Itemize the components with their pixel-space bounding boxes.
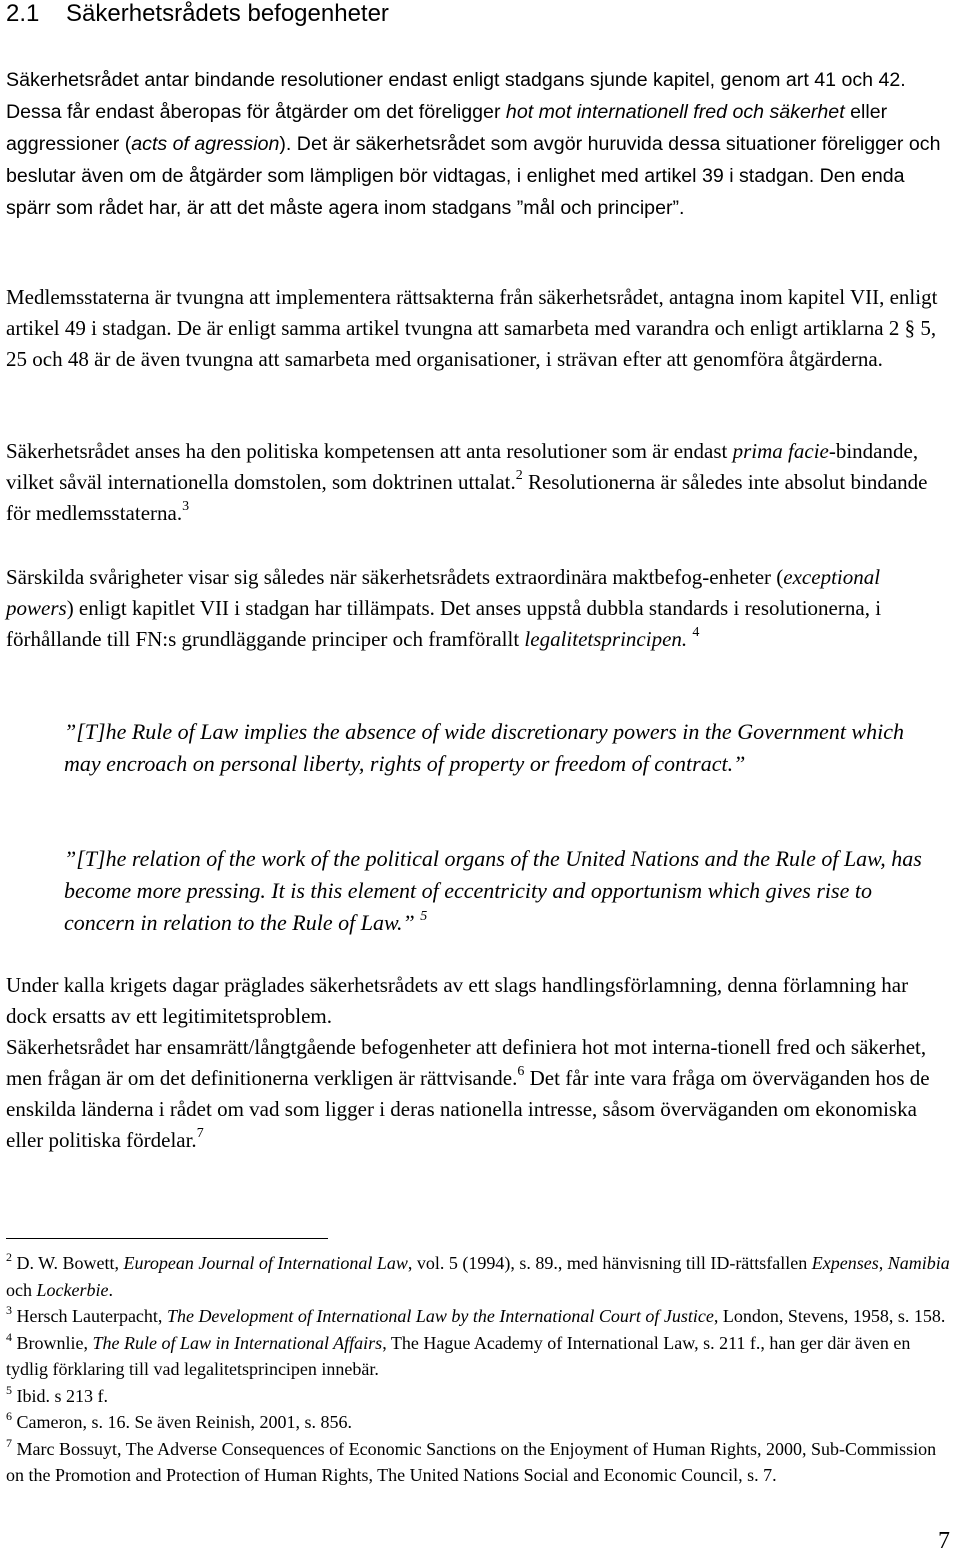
paragraph-1 — [6, 64, 952, 224]
block-quote-1: ”[T]he Rule of Law implies the absence of wide discretionary powers in the Government which may encroach on personal liberty, rights of property or freedom of contract.” — [64, 719, 904, 776]
paragraph-4: Särskilda svårigheter visar sig således när säkerhetsrådets extraordinära maktbefog-enheter (exceptional powers) enligt kapitlet VII i stadgan har tillämpats. Det anses uppstå dubbla standards i resolutionerna, i förhållande till FN:s grundläggande principer och framförallt legalitetsprincipen. $^4$ — [6, 565, 882, 651]
footnote-separator — [6, 1238, 328, 1239]
block-quote-2: ”[T]he relation of the work of the political organs of the United Nations and the Rule of Law, has become more pressing. It is this element of eccentricity and opportunism which gives rise to concern in relation to the Rule of Law.” $^5$ — [64, 846, 922, 935]
footnote-6: $^6$ Cameron, s. 16. Se även Reinish, 2001, s. 856. — [6, 1409, 352, 1432]
paragraph-5: Under kalla krigets dagar präglades säkerhetsrådets av ett slags handlingsförlamning, denna förlamning har dock ersatts av ett legitimitetsproblem. Säkerhetsrådet har ensamrätt/långtgående befogenheter att definiera hot mot interna-tionell fred och säkerhet, men frågan är om det definitionerna verkligen är rättvisande.$^6$ Det får inte vara fråga om överväganden hos de enskilda länderna i rådet om vad som ligger i deras nationella intresse, såsom överväganden om ekonomiska eller politiska fördelar.$^7$ — [6, 973, 930, 1152]
page-number: 7 — [938, 1528, 950, 1554]
footnote-ref-2[interactable]: 2 — [515, 468, 523, 483]
footnote-ref-7[interactable]: 7 — [196, 1126, 204, 1141]
paragraph-3: Säkerhetsrådet anses ha den politiska kompetensen att anta resolutioner som är endast prima facie-bindande, vilket såväl internationella domstolen, som doktrinen uttalat.$^2$ Resolutionerna är således inte absolut bindande för medlemsstaterna.$^3$ — [6, 439, 928, 525]
footnote-5: $^5$ Ibid. s 213 f. — [6, 1382, 108, 1406]
footnote-ref-5[interactable]: 5 — [420, 909, 428, 924]
footnote-4: $^4$ Brownlie, The Rule of Law in International Affairs, The Hague Academy of International Law, s. 211 f., han ger där även en tydlig förklaring till vad legalitetsprincipen innebär. — [6, 1329, 911, 1379]
footnote-ref-4[interactable]: 4 — [692, 625, 700, 640]
footnote-ref-3[interactable]: 3 — [182, 499, 190, 514]
footnote-3: $^3$ Hersch Lauterpacht, The Development of International Law by the International Court of Justice, London, Stevens, 1958, s. 158. — [6, 1303, 946, 1326]
footnotes — [6, 1250, 952, 1489]
footnote-2: $^2$ D. W. Bowett, European Journal of International Law, vol. 5 (1994), s. 89., med hänvisning till ID-rättsfallen Expenses, Namibia och Lockerbie. — [6, 1250, 950, 1300]
footnote-7: $^7$ Marc Bossuyt, The Adverse Consequences of Economic Sanctions on the Enjoyment of Human Rights, 2000, Sub-Commission on the Promotion and Protection of Human Rights, The United Nations Social and Economic Council, s. 7. — [6, 1435, 937, 1485]
section-heading: 2.1 Säkerhetsrådets befogenheter — [6, 0, 389, 27]
paragraph-2: Medlemsstaterna är tvungna att implementera rättsakterna från säkerhetsrådet, antagna inom kapitel VII, enligt artikel 49 i stadgan. De är enligt samma artikel tvungna att samarbeta med varandra och enligt artiklarna 2 § 5, 25 och 48 är de även tvungna att samarbeta med organisationer, i strävan efter att genomföra åtgärderna. — [6, 285, 938, 371]
paragraph-1-text: Säkerhetsrådet antar bindande resolutioner endast enligt stadgans sjunde kapitel, genom art 41 och 42. Dessa får endast åberopas för åtgärder om det föreligger hot mot internationell fred och säkerhet eller aggressioner (acts of agression). Det är säkerhetsrådet som avgör huruvida dessa situationer föreligger och beslutar även om de åtgärder som lämpligen bör vidtagas, i enlighet med artikel 39 i stadgan. Den enda spärr som rådet har, är att det måste agera inom stadgans ”mål och principer”. — [6, 69, 941, 219]
footnote-ref-6[interactable]: 6 — [517, 1064, 525, 1079]
